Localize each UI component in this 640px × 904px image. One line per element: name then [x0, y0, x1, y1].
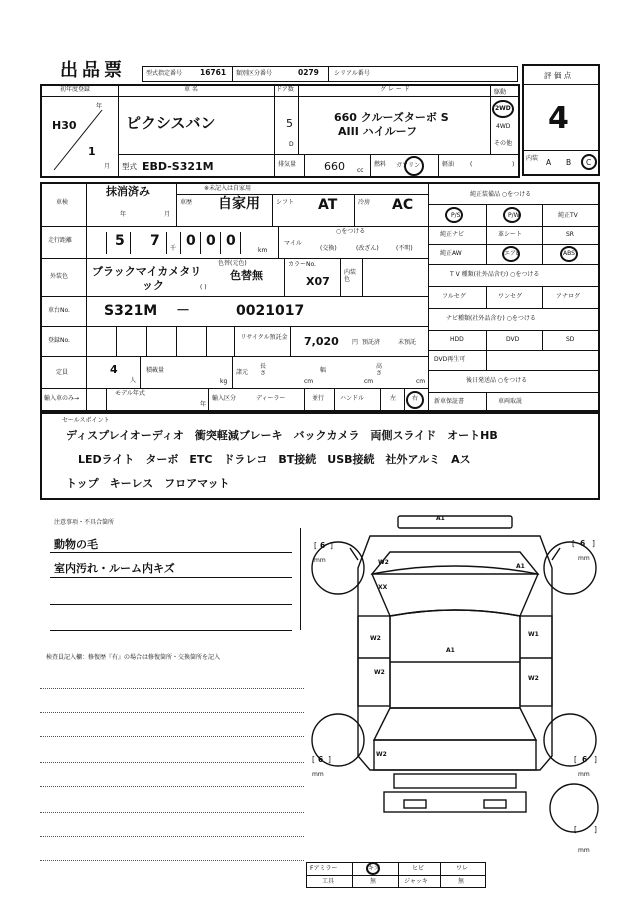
inspection-month: 月	[164, 211, 171, 218]
equip-ps: P/S	[451, 212, 461, 219]
after-title: 後日発送品 ○をつける	[466, 377, 528, 384]
inspection-year: 年	[120, 211, 127, 218]
after-manual: 車両取説	[498, 398, 523, 405]
reg-era: H30	[52, 119, 77, 132]
height-unit: cm	[416, 378, 426, 385]
disp-unit: cc	[357, 167, 364, 174]
mileage-digit: 0	[186, 233, 196, 249]
glass-crack: ワレ	[456, 865, 469, 872]
import-type-label: 輸入区分	[212, 395, 237, 402]
interior-c-circle	[581, 154, 597, 170]
sales-line: ディスプレイオーディオ 衝突軽減ブレーキ バックカメラ 両側スライド オートHB	[66, 429, 498, 442]
damage-mark: W2	[528, 675, 539, 682]
notes-line: 室内汚れ・ルーム内キズ	[54, 562, 175, 575]
model-year-unit: 年	[200, 401, 207, 408]
header-strip	[142, 66, 518, 82]
handle-right-circle	[406, 391, 424, 409]
drive-other: その他	[494, 140, 513, 147]
capacity-unit: 人	[130, 377, 137, 384]
import-parallel: 並行	[312, 395, 325, 402]
sales-label: セールスポイント	[62, 417, 110, 424]
class-no: 0279	[298, 68, 319, 77]
fuel-label: 燃料	[374, 161, 387, 168]
equip-navi: 純正ナビ	[440, 231, 465, 238]
equip-sr: SR	[566, 231, 574, 238]
damage-mark: XX	[378, 584, 388, 591]
fuel-value: ガソリン	[396, 162, 421, 169]
interior-c: C	[586, 158, 592, 167]
doors-label: ドア数	[276, 86, 294, 93]
color-label: 外装色	[50, 273, 69, 280]
tv-title: T V 種類(社外品含む) ○をつける	[450, 271, 540, 278]
chassis-label: 車台No.	[48, 307, 70, 314]
capacity-value: 4	[110, 363, 118, 376]
recycle-unit: 円	[352, 339, 359, 346]
score-label: 評 価 点	[544, 71, 572, 80]
model-year-label: モデル年式	[115, 390, 145, 397]
car-damage-diagram	[300, 508, 610, 868]
form-no: 16761	[200, 68, 227, 77]
page-title: 出品票	[60, 60, 126, 81]
equip-leather: 革シート	[498, 231, 523, 238]
light-oil-label: 軽油	[442, 161, 455, 168]
len-unit: cm	[304, 378, 314, 385]
navi-dvd: DVD	[506, 336, 520, 343]
jack-value: 無	[458, 878, 465, 885]
form-no-label: 型式指定番号	[146, 70, 183, 77]
inspection-label: 車検	[56, 199, 69, 206]
model-label: 型式	[122, 162, 137, 171]
disp-label: 排気量	[278, 161, 297, 168]
reg-label: 初年度登録	[60, 86, 91, 93]
mileage-unit: km	[258, 247, 268, 254]
tv-analog: アナログ	[556, 293, 581, 300]
mileage-digit: 0	[226, 233, 236, 249]
mileage-thousand: 千	[170, 245, 177, 252]
handle-left: 左	[390, 395, 397, 402]
tools-value: 無	[370, 878, 377, 885]
recycle-label: リサイクル預託金	[240, 334, 288, 341]
tread-depth: 6	[318, 755, 324, 764]
usage-note: ※未記入は自家用	[204, 185, 252, 192]
dims-label: 諸元	[236, 369, 249, 376]
damage-mark: A1	[516, 563, 525, 570]
equip-tv: 純正TV	[558, 212, 578, 219]
mileage-label: 走行距離	[48, 237, 73, 244]
recycle-status-1: 預託済	[362, 339, 381, 346]
interior-label: 内装	[526, 155, 539, 162]
load-unit: kg	[220, 378, 228, 385]
chassis-prefix: S321M	[104, 303, 158, 319]
tread-depth: 6	[320, 541, 326, 550]
tv-oneseg: ワンセグ	[498, 293, 523, 300]
handle-right: 右	[412, 395, 419, 402]
import-dealer: ディーラー	[256, 395, 286, 402]
repaint-paren: ( )	[200, 284, 207, 291]
doors-suffix: D	[289, 141, 294, 148]
damage-mark: W1	[528, 631, 539, 638]
load-label: 積載量	[146, 367, 165, 374]
drive-4wd: 4WD	[496, 123, 511, 130]
damage-mark: A1	[446, 647, 455, 654]
import-label: 輸入車のみ→	[44, 395, 80, 402]
navi-sd: SD	[566, 336, 575, 343]
equip-airbag: エアB	[504, 250, 521, 257]
color-value-line2: ック	[142, 279, 164, 292]
interior-a: A	[546, 158, 552, 167]
color-code-label: カラーNo.	[288, 261, 316, 268]
equip-aw: 純正AW	[440, 250, 462, 257]
glass-scratch: キズ	[368, 865, 380, 872]
damage-mark: A1	[436, 515, 445, 522]
mileage-digit: 7	[150, 233, 160, 249]
sales-line: LEDライト ターボ ETC ドラレコ BT接続 USB接続 社外アルミ Aス	[78, 453, 471, 466]
equip-abs: ABS	[563, 250, 575, 257]
handle-label: ハンドル	[340, 395, 365, 402]
interior-b: B	[566, 158, 572, 167]
damage-mark: W2	[376, 751, 387, 758]
mileage-digit: 0	[206, 233, 216, 249]
height-label: 高さ	[376, 363, 383, 377]
glass-chip: ヒビ	[412, 865, 425, 872]
drive-2wd: 2WD	[495, 105, 511, 112]
repaint-value: 色替無	[230, 269, 263, 282]
drive-2wd-circle	[492, 100, 514, 118]
grade-line2: AIII ハイルーフ	[338, 125, 418, 138]
chassis-dash: －	[176, 303, 190, 319]
ac-value: AC	[392, 197, 414, 213]
fuel-circle	[404, 156, 424, 176]
serial-label: シリアル番号	[334, 70, 370, 77]
navi-hdd: HDD	[450, 336, 464, 343]
tools-label: 工具	[322, 878, 335, 885]
usage-value: 自家用	[218, 196, 260, 212]
model-value: EBD-S321M	[142, 160, 214, 173]
reg-month-unit: 月	[104, 163, 111, 170]
mileage-digit: 5	[115, 233, 125, 249]
doors-value: 5	[286, 117, 293, 130]
color-code: X07	[306, 275, 330, 288]
damage-mark: W2	[374, 669, 385, 676]
equip-pw: P/W	[508, 212, 520, 219]
capacity-label: 定員	[56, 369, 69, 376]
repaint-label: 色替(元色)	[218, 260, 247, 267]
circle-note: ○をつける	[336, 228, 366, 235]
recycle-value: 7,020	[304, 335, 339, 348]
after-warranty: 新車保証書	[434, 398, 465, 405]
drive-label: 駆動	[494, 89, 507, 96]
glass-front-label: Fアミラー	[310, 865, 338, 872]
grade-line1: 660 クルーズターボ S	[334, 111, 449, 124]
mileage-opt: (不明)	[396, 245, 413, 252]
grade-label: グ レ ー ド	[380, 86, 410, 93]
tv-fullseg: フルセグ	[442, 293, 466, 300]
shift-label: シフト	[276, 199, 295, 206]
color-value-line1: ブラックマイカメタリ	[92, 265, 202, 278]
mileage-opt: (交換)	[320, 245, 337, 252]
registration-label: 登録No.	[48, 337, 70, 344]
notes-line: 動物の毛	[54, 538, 98, 551]
notes-label: 注意事項・不具合箇所	[54, 519, 115, 526]
tread-depth: 6	[580, 539, 586, 548]
damage-mark: W2	[370, 635, 381, 642]
reg-year-unit: 年	[96, 103, 103, 110]
score-value: 4	[548, 101, 569, 136]
reg-month: 1	[88, 145, 96, 158]
ac-label: 冷房	[358, 199, 371, 206]
dvd-playback: DVD再生可	[434, 356, 466, 363]
chassis-number: 0021017	[236, 303, 305, 319]
sales-line: トップ キーレス フロアマット	[66, 477, 230, 490]
disp-value: 660	[324, 160, 345, 173]
width-label: 幅	[320, 367, 327, 374]
meter-label: マイル	[284, 240, 302, 247]
car-name-label: 車 名	[184, 86, 198, 93]
equipment-title: 純正装備品 ○をつける	[470, 191, 532, 198]
shift-value: AT	[318, 197, 338, 213]
damage-mark: W2	[378, 559, 389, 566]
inspector-label: 検査員記入欄：修復歴『有』の場合は修復箇所・交換箇所を記入	[46, 654, 221, 661]
jack-label: ジャッキ	[404, 878, 428, 885]
navi-title: ナビ種類(社外品含む) ○をつける	[446, 315, 536, 322]
inspection-value: 抹消済み	[106, 185, 150, 198]
recycle-status-2: 未預託	[398, 339, 417, 346]
usage-label: 車歴	[180, 199, 193, 206]
width-unit: cm	[364, 378, 374, 385]
interior-color-label: 内装色	[344, 269, 357, 283]
tread-depth: 6	[582, 755, 588, 764]
mileage-opt: (改ざん)	[356, 245, 379, 252]
class-no-label: 類別区分番号	[236, 70, 273, 77]
car-name: ピクシスバン	[126, 114, 216, 132]
len-label: 長さ	[260, 363, 267, 377]
